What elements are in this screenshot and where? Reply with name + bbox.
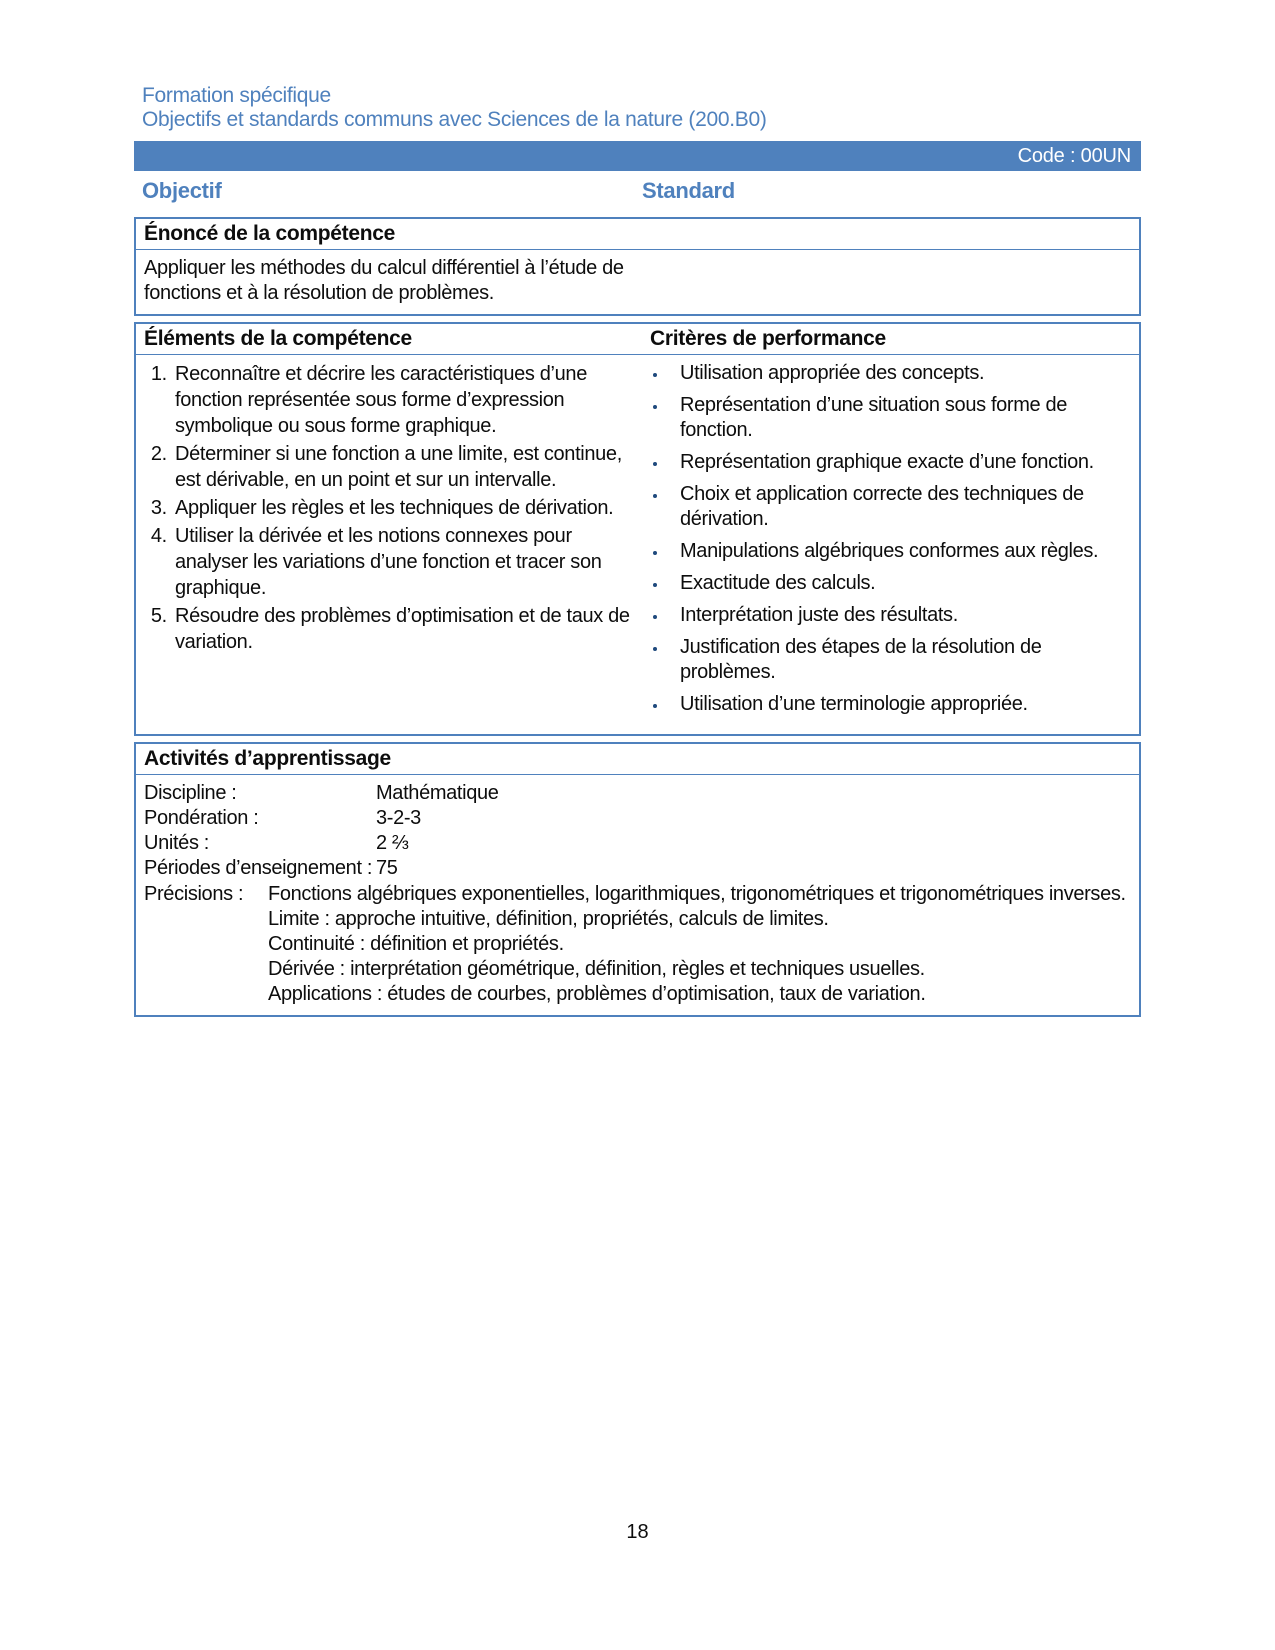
- code-label: Code : 00UN: [1017, 144, 1131, 167]
- objectif-title-cell: [134, 178, 642, 204]
- activite-value: 75: [376, 857, 398, 879]
- elements-column: [136, 361, 642, 724]
- element-item: 5. Résoudre des problèmes d’optimisation et de taux de variation.: [172, 603, 636, 655]
- activite-label: Pondération :: [144, 807, 259, 829]
- precision-line: Continuité : définition et propriétés.: [268, 933, 564, 955]
- page-number: 18: [626, 1521, 649, 1543]
- critere-item: • Manipulations algébriques conformes aux règles.: [668, 539, 1133, 564]
- enonce-table: [134, 217, 1141, 316]
- criteres-header: Critères de performance: [650, 327, 886, 350]
- competence-header-row: [136, 324, 1139, 355]
- activites-rows: [144, 781, 1131, 881]
- precision-line: Dérivée : interprétation géométrique, définition, règles et techniques usuelles.: [268, 958, 925, 980]
- critere-item: • Représentation graphique exacte d’une fonction.: [668, 450, 1133, 475]
- header-line-formation: Formation spécifique: [142, 84, 331, 107]
- element-item: 2. Déterminer si une fonction a une limite, est continue, est dérivable, en un point et sur un intervalle.: [172, 441, 636, 493]
- enonce-text: Appliquer les méthodes du calcul différentiel à l’étude de fonctions et à la résolution de problèmes.: [144, 257, 624, 304]
- activite-value: Mathématique: [376, 782, 499, 804]
- page-content: [134, 0, 1141, 1023]
- criteres-column: [642, 361, 1139, 724]
- enonce-body: [136, 250, 1139, 314]
- activite-label: Périodes d’enseignement :: [144, 857, 373, 879]
- activites-body: [136, 775, 1139, 1015]
- activite-label: Discipline :: [144, 782, 237, 804]
- activite-row: [144, 856, 1131, 881]
- activite-label: Unités :: [144, 832, 210, 854]
- standard-title-cell: [642, 178, 735, 204]
- precision-line: Fonctions algébriques exponentielles, logarithmiques, trigonométriques et trigonométriques inverses.: [268, 883, 1126, 905]
- activite-row: [144, 806, 1131, 831]
- critere-item: • Exactitude des calculs.: [668, 571, 1133, 596]
- element-item: 1. Reconnaître et décrire les caractéristiques d’une fonction représentée sous forme d’expression symbolique ou sous forme graphique.: [172, 361, 636, 439]
- elements-list: [136, 361, 642, 655]
- criteres-list: [642, 361, 1139, 717]
- critere-item: • Choix et application correcte des techniques de dérivation.: [668, 482, 1133, 532]
- element-item: 4. Utiliser la dérivée et les notions connexes pour analyser les variations d’une fonction et tracer son graphique.: [172, 523, 636, 601]
- activite-value: 2 ⅔: [376, 832, 409, 854]
- critere-item: • Représentation d’une situation sous forme de fonction.: [668, 393, 1133, 443]
- precisions-row: [144, 882, 1131, 1007]
- activite-row: [144, 781, 1131, 806]
- element-item: 3. Appliquer les règles et les techniques de dérivation.: [172, 495, 636, 521]
- document-header: [134, 84, 1141, 132]
- competence-table: [134, 322, 1141, 736]
- header-line-objectifs: Objectifs et standards communs avec Sciences de la nature (200.B0): [142, 108, 767, 131]
- activite-row: [144, 831, 1131, 856]
- critere-item: • Justification des étapes de la résolution de problèmes.: [668, 635, 1133, 685]
- critere-item: • Utilisation d’une terminologie appropriée.: [668, 692, 1133, 717]
- activites-header: Activités d’apprentissage: [136, 744, 1139, 775]
- critere-item: • Interprétation juste des résultats.: [668, 603, 1133, 628]
- standard-title: Standard: [642, 178, 735, 203]
- precision-line: Limite : approche intuitive, définition, propriétés, calculs de limites.: [268, 908, 829, 930]
- precisions-label: Précisions :: [144, 883, 244, 905]
- competence-body: [136, 355, 1139, 734]
- objectif-title: Objectif: [142, 178, 222, 203]
- precision-line: Applications : études de courbes, problèmes d’optimisation, taux de variation.: [268, 983, 926, 1005]
- elements-header: Éléments de la compétence: [144, 327, 412, 350]
- column-titles: [134, 178, 1141, 204]
- activites-table: [134, 742, 1141, 1017]
- activite-value: 3-2-3: [376, 807, 421, 829]
- enonce-header: Énoncé de la compétence: [136, 219, 1139, 250]
- critere-item: • Utilisation appropriée des concepts.: [668, 361, 1133, 386]
- precisions-lines: [268, 882, 1131, 1007]
- code-bar: [134, 141, 1141, 171]
